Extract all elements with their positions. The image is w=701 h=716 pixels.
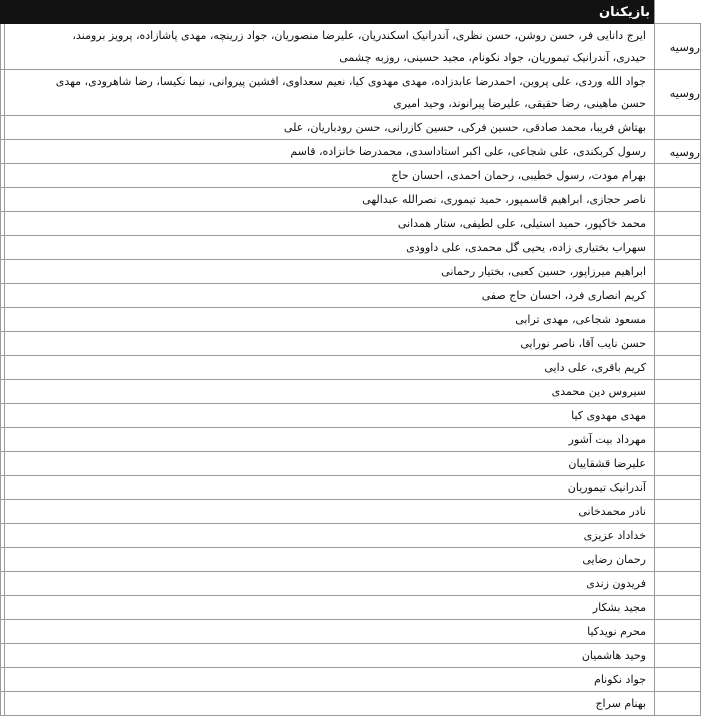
edge-cell[interactable] [1,236,5,260]
country-cell[interactable] [655,548,701,572]
players-line: رسول کربکندی، علی شجاعی، علی اکبر استاداسدی، محمدرضا خانزاده، قاسم [290,145,646,158]
country-cell[interactable] [655,596,701,620]
players-line: حسن نایب آقا، ناصر نورایی [520,337,646,350]
players-cell[interactable] [5,116,655,140]
players-cell[interactable] [5,428,655,452]
country-cell[interactable] [655,524,701,548]
players-cell[interactable] [5,308,655,332]
players-line: آندرانیک تیموریان [567,481,646,494]
country-cell[interactable] [655,332,701,356]
country-cell[interactable] [655,164,701,188]
players-line: مهدی مهدوی کیا [571,409,646,422]
players-line: محرم نویدکیا [587,625,646,638]
players-cell[interactable] [5,24,655,70]
players-cell[interactable] [5,404,655,428]
edge-cell[interactable] [1,452,5,476]
players-line: ناصر حجازی، ابراهیم قاسمپور، حمید تیموری، نصرالله عبدالهی [362,193,646,206]
table-row [1,572,701,596]
players-line: وحید هاشمیان [581,649,646,662]
table-row [1,500,701,524]
players-cell[interactable] [5,644,655,668]
players-line: جواد نکونام [594,673,646,686]
players-cell[interactable] [5,236,655,260]
country-cell[interactable] [655,404,701,428]
country-cell[interactable] [655,116,701,140]
country-cell[interactable] [655,212,701,236]
players-cell[interactable] [5,500,655,524]
players-line: نادر محمدخانی [578,505,646,518]
column-header-players: بازیکنان [5,1,655,24]
country-cell[interactable] [655,572,701,596]
players-line: حیدری، آندرانیک تیموریان، جواد نکونام، مجید حسینی، روزبه چشمی [339,50,646,64]
edge-cell[interactable] [1,332,5,356]
country-cell[interactable] [655,308,701,332]
edge-cell[interactable] [1,188,5,212]
country-cell[interactable] [655,236,701,260]
players-line: سیروس دین محمدی [551,385,646,398]
players-line: سهراب بختیاری زاده، یحیی گل محمدی، علی داوودی [406,241,646,254]
players-cell[interactable] [5,380,655,404]
table-row [1,644,701,668]
edge-cell[interactable] [1,308,5,332]
players-cell[interactable] [5,332,655,356]
players-cell[interactable] [5,548,655,572]
table-row [1,668,701,692]
players-cell[interactable] [5,596,655,620]
players-cell[interactable] [5,572,655,596]
players-line: ابراهیم میرزاپور، حسین کعبی، بختیار رحمانی [441,265,646,278]
table-row [1,332,701,356]
players-cell[interactable] [5,356,655,380]
country-cell[interactable] [655,620,701,644]
edge-cell[interactable] [1,524,5,548]
table-row [1,188,701,212]
edge-cell[interactable] [1,116,5,140]
header-edge-cell [1,1,5,24]
players-line: علیرضا قشقاییان [568,457,646,470]
players-cell[interactable] [5,140,655,164]
players-cell[interactable] [5,188,655,212]
table-row [1,596,701,620]
players-line: بهنام سراج [595,697,646,710]
country-cell[interactable] [655,644,701,668]
edge-cell[interactable] [1,380,5,404]
country-cell[interactable] [655,188,701,212]
edge-cell[interactable] [1,164,5,188]
edge-cell[interactable] [1,70,5,116]
players-line: فریدون زندی [586,577,646,590]
table-row [1,164,701,188]
country-cell[interactable]: روسیه [655,70,701,116]
players-line: کریم انصاری فرد، احسان حاج صفی [481,289,646,302]
country-cell[interactable] [655,452,701,476]
players-cell[interactable] [5,164,655,188]
country-cell[interactable] [655,260,701,284]
players-cell[interactable] [5,524,655,548]
table-row [1,452,701,476]
country-cell[interactable] [655,500,701,524]
edge-cell[interactable] [1,500,5,524]
edge-cell[interactable] [1,428,5,452]
table-row [1,236,701,260]
players-cell[interactable] [5,70,655,116]
players-line: جواد الله وردی، علی پروین، احمدرضا عابدزاده، مهدی مهدوی کیا، نعیم سعداوی، افشین پیروانی، نیما نکیسا، رضا شاهرودی، مهدی [55,74,646,88]
country-cell[interactable]: روسیه [655,24,701,70]
table-row [1,692,701,716]
players-cell[interactable] [5,284,655,308]
table-row [1,284,701,308]
players-line: حسن ماهینی، رضا حقیقی، علیرضا پیرانوند، وحید امیری [393,96,646,110]
players-line: بهرام مودت، رسول خطیبی، رحمان احمدی، احسان حاج [391,169,646,182]
players-line: ایرج دانایی فر، حسن روشن، حسن نظری، آندرانیک اسکندریان، علیرضا منصوریان، جواد زرینچه، مهدی پاشازاده، پرویز برومند، [72,28,646,42]
players-line: مجید بشکار [592,601,646,614]
table-row [1,260,701,284]
players-line: رحمان رضایی [582,553,646,566]
players-line: مهرداد بیت آشور [568,433,646,446]
players-cell[interactable] [5,452,655,476]
players-cell[interactable] [5,620,655,644]
table-row [1,476,701,500]
table-row [1,548,701,572]
players-line: خداداد عزیزی [583,529,646,542]
country-cell[interactable] [655,476,701,500]
country-cell[interactable] [655,356,701,380]
country-cell[interactable] [655,692,701,716]
table-row [1,212,701,236]
table-row [1,524,701,548]
edge-cell[interactable] [1,596,5,620]
edge-cell[interactable] [1,284,5,308]
players-cell[interactable] [5,260,655,284]
edge-cell[interactable] [1,24,5,70]
table-row [1,404,701,428]
players-line: بهتاش فریبا، محمد صادقی، حسین فرکی، حسین کازرانی، حسن رودباریان، علی [283,121,646,134]
players-line: کریم باقری، علی دایی [544,361,646,374]
players-cell[interactable] [5,476,655,500]
table-row [1,380,701,404]
edge-cell[interactable] [1,260,5,284]
edge-cell[interactable] [1,140,5,164]
header-empty-cell [655,1,701,24]
players-line: محمد خاکپور، حمید استیلی، علی لطیفی، ستار همدانی [397,217,646,230]
edge-cell[interactable] [1,212,5,236]
edge-cell[interactable] [1,644,5,668]
table-row [1,140,701,164]
edge-cell[interactable] [1,572,5,596]
players-line: مسعود شجاعی، مهدی ترابی [515,313,646,326]
table-row [1,356,701,380]
table-body [1,24,701,716]
edge-cell[interactable] [1,356,5,380]
players-cell[interactable] [5,692,655,716]
edge-cell[interactable] [1,548,5,572]
country-cell[interactable] [655,428,701,452]
edge-cell[interactable] [1,668,5,692]
table-row [1,24,701,70]
edge-cell[interactable] [1,620,5,644]
country-cell[interactable] [655,380,701,404]
edge-cell[interactable] [1,476,5,500]
country-cell[interactable] [655,668,701,692]
edge-cell[interactable] [1,404,5,428]
table-row [1,70,701,116]
players-cell[interactable] [5,668,655,692]
players-cell[interactable] [5,212,655,236]
table-row [1,428,701,452]
table-row [1,620,701,644]
country-cell[interactable]: روسیه [655,140,701,164]
table-row [1,308,701,332]
country-cell[interactable] [655,284,701,308]
table-row [1,116,701,140]
edge-cell[interactable] [1,692,5,716]
